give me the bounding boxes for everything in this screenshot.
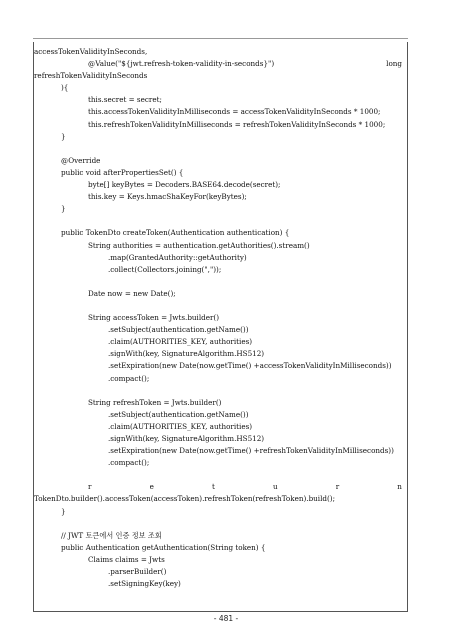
code-text: TokenDto.builder().accessToken(accessToken).refreshToken(refreshToken).build(); (34, 494, 336, 504)
code-line (34, 445, 406, 457)
code-line (34, 240, 406, 252)
code-line (34, 119, 406, 131)
code-line (34, 46, 406, 58)
code-line (34, 469, 406, 481)
code-line (34, 542, 406, 554)
code-text: .setSubject(authentication.getName()) (108, 325, 249, 335)
code-text: accessTokenValidityInSeconds, (34, 47, 148, 56)
code-char: e (149, 482, 154, 492)
code-text: public TokenDto createToken(Authentication authentication) { (61, 228, 290, 238)
code-text: this.refreshTokenValidityInMilliseconds = refreshTokenValidityInSeconds * 1000; (88, 119, 386, 129)
code-text: .map(GrantedAuthority::getAuthority) (108, 252, 247, 262)
code-text: .signWith(key, SignatureAlgorithm.HS512) (108, 434, 265, 443)
code-text: // JWT 토큰에서 인증 정보 조회 (61, 530, 162, 540)
code-text: .setExpiration(new Date(now.getTime() +refreshTokenValidityInMilliseconds)) (108, 446, 394, 456)
code-line (34, 506, 406, 518)
code-line (34, 70, 406, 82)
code-line (34, 276, 406, 288)
code-text: .claim(AUTHORITIES_KEY, authorities) (108, 337, 253, 347)
code-text: String authorities = authentication.getAuthorities().stream() (88, 240, 310, 250)
code-line (34, 252, 406, 264)
code-text: .setSigningKey(key) (108, 579, 181, 589)
code-text: .signWith(key, SignatureAlgorithm.HS512) (108, 349, 265, 359)
code-line (34, 360, 406, 372)
code-block (34, 46, 406, 590)
code-line (34, 155, 406, 167)
code-text: String accessToken = Jwts.builder() (88, 313, 220, 323)
code-line (34, 324, 406, 336)
code-char: t (211, 482, 215, 492)
code-text: .collect(Collectors.joining(",")); (108, 264, 222, 274)
code-text: String refreshToken = Jwts.builder() (88, 397, 222, 407)
code-line (34, 58, 406, 70)
code-text: this.secret = secret; (88, 95, 162, 105)
code-char: r (335, 482, 340, 492)
code-text: refreshTokenValidityInSeconds (34, 71, 148, 81)
code-line (34, 312, 406, 324)
code-line (34, 554, 406, 566)
code-text: .compact(); (108, 458, 150, 468)
code-text: @Value("${jwt.refresh-token-validity-in-seconds}") (88, 59, 275, 69)
code-line (34, 215, 406, 227)
code-line (34, 106, 406, 118)
code-line (34, 203, 406, 215)
code-line (34, 385, 406, 397)
code-line (34, 397, 406, 409)
code-line (34, 143, 406, 155)
code-line (34, 518, 406, 530)
code-line (34, 94, 406, 106)
code-char: n (397, 482, 402, 492)
code-text: byte[] keyBytes = Decoders.BASE64.decode(secret); (88, 180, 281, 190)
code-text-right: long (386, 59, 402, 69)
code-text: } (61, 204, 66, 214)
code-line (34, 433, 406, 445)
code-line (34, 421, 406, 433)
code-line (34, 288, 406, 300)
code-text: @Override (61, 155, 101, 165)
code-text: ){ (61, 83, 69, 93)
code-line (34, 578, 406, 590)
code-line (34, 336, 406, 348)
code-line (34, 167, 406, 179)
code-line (34, 227, 406, 239)
code-line (34, 264, 406, 276)
code-line (34, 409, 406, 421)
code-line (34, 191, 406, 203)
code-text: public void afterPropertiesSet() { (61, 167, 184, 177)
code-line (34, 493, 406, 505)
code-line (34, 348, 406, 360)
code-text: Claims claims = Jwts (88, 554, 165, 564)
top-rule (33, 38, 408, 39)
code-line (34, 457, 406, 469)
code-text: public Authentication getAuthentication(String token) { (61, 542, 266, 552)
page-number: - 481 - (213, 614, 239, 623)
code-text: } (61, 506, 66, 516)
code-char: u (272, 482, 278, 492)
code-text: .setExpiration(new Date(now.getTime() +accessTokenValidityInMilliseconds)) (108, 361, 392, 371)
code-line (34, 373, 406, 385)
code-text: this.accessTokenValidityInMilliseconds = accessTokenValidityInSeconds * 1000; (88, 107, 381, 117)
code-text: .parserBuilder() (108, 567, 167, 577)
code-char: r (88, 482, 92, 492)
code-line (34, 530, 406, 542)
code-text: .compact(); (108, 373, 150, 383)
code-line (34, 566, 406, 578)
code-text: .claim(AUTHORITIES_KEY, authorities) (108, 421, 253, 431)
code-line (34, 131, 406, 143)
code-text: .setSubject(authentication.getName()) (108, 409, 249, 419)
code-line (34, 82, 406, 94)
code-text: this.key = Keys.hmacShaKeyFor(keyBytes); (88, 192, 247, 202)
code-line (34, 481, 406, 493)
code-line (34, 179, 406, 191)
code-text: Date now = new Date(); (88, 288, 176, 298)
code-line (34, 300, 406, 312)
code-text: } (61, 131, 66, 141)
